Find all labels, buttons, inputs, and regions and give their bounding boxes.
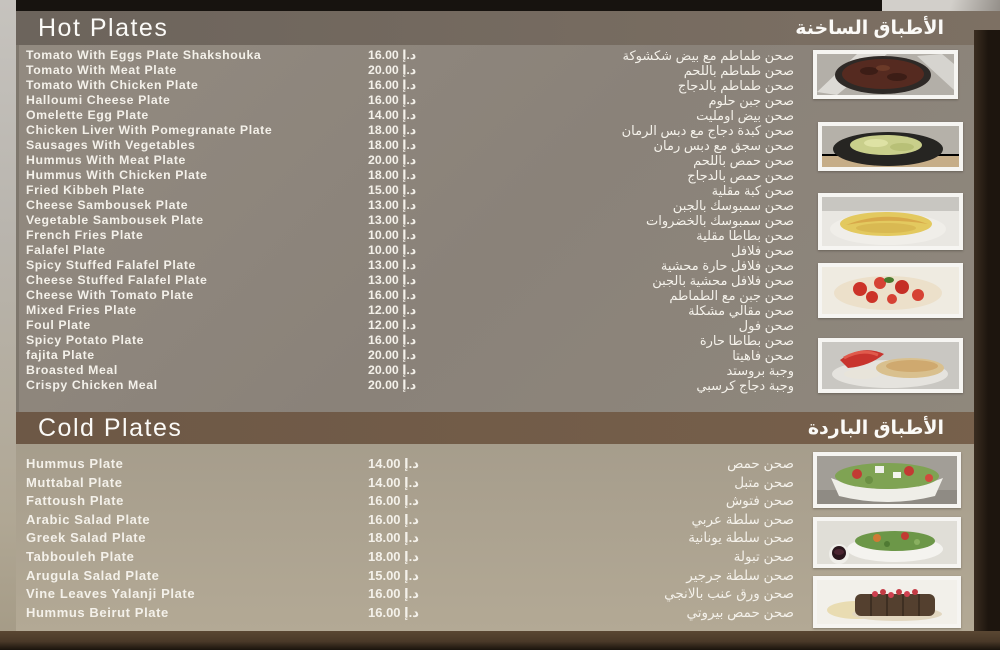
menu-item-row (0, 512, 800, 531)
currency-symbol: د.إ (402, 243, 417, 257)
price-value: 20.00 (368, 378, 399, 392)
price-value: 12.00 (368, 318, 399, 332)
price-value: 20.00 (368, 63, 399, 77)
menu-item-name-ar: صحن سلطة جرجير (686, 567, 794, 583)
currency-symbol: د.إ (402, 228, 417, 242)
menu-item-name-en: Tomato With Meat Plate (26, 63, 177, 77)
menu-item-name-ar: وجبة بروستد (726, 363, 794, 378)
menu-item-price (368, 138, 416, 152)
menu-item-name-en: fajita Plate (26, 348, 95, 362)
menu-item-price (368, 63, 416, 77)
vegetable-pan-photo (818, 122, 963, 171)
menu-item-name-ar: صحن سلطة يونانية (688, 530, 794, 546)
menu-item-name-ar: صحن بطاطا حارة (699, 333, 794, 348)
vine-leaves-photo (813, 576, 961, 628)
menu-item-row (0, 303, 800, 318)
menu-item-name-ar: صحن فتوش (725, 493, 794, 509)
menu-item-name-en: French Fries Plate (26, 228, 144, 242)
menu-item-price (368, 258, 416, 272)
menu-item-name-en: Broasted Meal (26, 363, 118, 377)
menu-item-row (0, 530, 800, 549)
menu-item-price (368, 168, 416, 182)
currency-symbol: د.إ (402, 318, 417, 332)
price-value: 16.00 (368, 333, 399, 347)
menu-item-row (0, 549, 800, 568)
menu-item-name-en: Vegetable Sambousek Plate (26, 213, 204, 227)
cold-plates-header (16, 412, 1000, 444)
menu-item-price (368, 183, 416, 197)
price-value: 15.00 (368, 567, 401, 583)
menu-item-name-en: Tabbouleh Plate (26, 548, 135, 564)
menu-item-name-en: Halloumi Cheese Plate (26, 93, 171, 107)
menu-item-name-ar: صحن طماطم بالدجاج (677, 78, 794, 93)
menu-item-row (0, 605, 800, 624)
menu-item-row (0, 273, 800, 288)
menu-item-row (0, 198, 800, 213)
menu-item-name-en: Cheese Sambousek Plate (26, 198, 189, 212)
currency-symbol: د.إ (402, 198, 417, 212)
price-value: 15.00 (368, 183, 399, 197)
menu-item-name-ar: صحن فلافل حارة محشية (660, 258, 794, 273)
menu-item-name-ar: صحن مقالي مشكلة (688, 303, 794, 318)
price-value: 18.00 (368, 168, 399, 182)
menu-item-name-ar: صحن سلطة عربي (691, 511, 794, 527)
menu-item-name-ar: صحن فاهيتا (732, 348, 794, 363)
menu-item-row (0, 153, 800, 168)
menu-item-price (368, 333, 416, 347)
menu-item-name-en: Hummus With Chicken Plate (26, 168, 208, 182)
cold-plates-title-en: Cold Plates (38, 413, 183, 442)
price-value: 16.00 (368, 78, 399, 92)
price-value: 13.00 (368, 273, 399, 287)
price-value: 18.00 (368, 138, 399, 152)
currency-symbol: د.إ (404, 530, 419, 546)
currency-symbol: د.إ (404, 474, 419, 490)
menu-item-row (0, 93, 800, 108)
menu-item-name-ar: صحن جبن حلوم (708, 93, 794, 108)
menu-item-name-ar: صحن حمص بالدجاج (687, 168, 794, 183)
menu-item-name-en: Spicy Stuffed Falafel Plate (26, 258, 196, 272)
currency-symbol: د.إ (402, 273, 417, 287)
menu-item-name-ar: صحن بيض اومليت (696, 108, 794, 123)
menu-item-row (0, 378, 800, 393)
currency-symbol: د.إ (404, 548, 419, 564)
menu-item-row (0, 138, 800, 153)
currency-symbol: د.إ (402, 63, 417, 77)
price-value: 10.00 (368, 243, 399, 257)
menu-item-price (368, 512, 419, 528)
currency-symbol: د.إ (402, 378, 417, 392)
menu-item-row (0, 333, 800, 348)
menu-item-price (368, 363, 416, 377)
menu-item-row (0, 475, 800, 494)
menu-item-price (368, 303, 416, 317)
shakshouka-pan-photo (813, 50, 958, 99)
menu-item-name-ar: صحن تبولة (733, 548, 794, 564)
price-value: 13.00 (368, 213, 399, 227)
currency-symbol: د.إ (404, 456, 419, 471)
currency-symbol: د.إ (402, 288, 417, 302)
menu-item-name-ar: صحن سجق مع دبس رمان (653, 138, 794, 153)
menu-item-price (368, 493, 419, 509)
menu-item-name-en: Spicy Potato Plate (26, 333, 145, 347)
price-value: 14.00 (368, 474, 401, 490)
menu-item-price (368, 568, 419, 584)
currency-symbol: د.إ (402, 78, 417, 92)
menu-item-price (368, 605, 419, 621)
price-value: 13.00 (368, 198, 399, 212)
currency-symbol: د.إ (402, 108, 417, 122)
menu-item-name-ar: صحن كبة مقلية (711, 183, 794, 198)
price-value: 18.00 (368, 530, 401, 546)
menu-item-price (368, 198, 416, 212)
menu-item-name-en: Mixed Fries Plate (26, 303, 137, 317)
currency-symbol: د.إ (402, 303, 417, 317)
menu-item-name-en: Vine Leaves Yalanji Plate (26, 586, 196, 602)
price-value: 16.00 (368, 493, 401, 509)
menu-item-name-ar: صحن فول (738, 318, 794, 333)
menu-item-name-en: Arugula Salad Plate (26, 567, 160, 583)
currency-symbol: د.إ (402, 348, 417, 362)
menu-item-price (368, 530, 419, 546)
cold-plates-item-list (0, 456, 800, 623)
menu-item-row (0, 213, 800, 228)
currency-symbol: د.إ (404, 511, 419, 527)
menu-item-price (368, 78, 416, 92)
menu-item-row (0, 78, 800, 93)
menu-item-name-en: Crispy Chicken Meal (26, 378, 158, 392)
green-salad-photo (813, 517, 961, 568)
menu-item-name-en: Omelette Egg Plate (26, 108, 149, 122)
price-value: 18.00 (368, 123, 399, 137)
menu-item-row (0, 108, 800, 123)
menu-item-price (368, 348, 416, 362)
menu-item-row (0, 258, 800, 273)
menu-item-row (0, 63, 800, 78)
menu-item-price (368, 456, 419, 472)
menu-item-row (0, 493, 800, 512)
currency-symbol: د.إ (404, 586, 419, 602)
menu-item-row (0, 288, 800, 303)
menu-item-name-ar: صحن فلافل (731, 243, 794, 258)
menu-item-name-en: Hummus Beirut Plate (26, 604, 169, 620)
currency-symbol: د.إ (402, 213, 417, 227)
menu-item-name-ar: صحن سمبوسك بالخضروات (646, 213, 794, 228)
price-value: 14.00 (368, 456, 401, 471)
menu-item-name-en: Fattoush Plate (26, 493, 124, 509)
menu-item-price (368, 549, 419, 565)
menu-item-name-ar: صحن بطاطا مقلية (696, 228, 794, 243)
menu-item-name-ar: صحن سمبوسك بالجبن (672, 198, 794, 213)
menu-item-row (0, 348, 800, 363)
menu-item-name-en: Tomato With Eggs Plate Shakshouka (26, 48, 262, 62)
hot-plates-title-en: Hot Plates (38, 13, 169, 42)
omelette-plate-photo (818, 193, 963, 250)
menu-item-name-ar: صحن حمص بيروتي (686, 604, 794, 620)
currency-symbol: د.إ (402, 123, 417, 137)
menu-item-name-en: Sausages With Vegetables (26, 138, 196, 152)
menu-item-name-ar: صحن جبن مع الطماطم (669, 288, 794, 303)
menu-item-row (0, 586, 800, 605)
currency-symbol: د.إ (402, 363, 417, 377)
currency-symbol: د.إ (402, 153, 417, 167)
menu-item-row (0, 318, 800, 333)
price-value: 18.00 (368, 548, 401, 564)
menu-item-name-en: Tomato With Chicken Plate (26, 78, 199, 92)
menu-item-price (368, 475, 419, 491)
menu-item-price (368, 273, 416, 287)
menu-item-price (368, 153, 416, 167)
currency-symbol: د.إ (402, 258, 417, 272)
menu-item-name-en: Cheese With Tomato Plate (26, 288, 194, 302)
menu-item-row (0, 123, 800, 138)
menu-item-name-ar: صحن طماطم باللحم (683, 63, 794, 78)
menu-item-price (368, 228, 416, 242)
price-value: 16.00 (368, 288, 399, 302)
currency-symbol: د.إ (404, 493, 419, 509)
cold-plates-title-ar: الأطباق الباردة (807, 417, 944, 439)
greek-salad-photo (813, 452, 961, 508)
menu-item-name-ar: وجبة دجاج كرسبي (696, 378, 794, 393)
menu-item-row (0, 456, 800, 475)
menu-item-row (0, 243, 800, 258)
price-value: 16.00 (368, 604, 401, 620)
menu-item-row (0, 228, 800, 243)
menu-item-price (368, 93, 416, 107)
menu-item-name-en: Chicken Liver With Pomegranate Plate (26, 123, 273, 137)
menu-item-name-ar: صحن حمص باللحم (693, 153, 794, 168)
page-top-edge (16, 0, 882, 11)
currency-symbol: د.إ (402, 333, 417, 347)
currency-symbol: د.إ (402, 138, 417, 152)
currency-symbol: د.إ (402, 48, 417, 62)
menu-item-name-en: Muttabal Plate (26, 474, 123, 490)
price-value: 16.00 (368, 586, 401, 602)
menu-item-name-en: Foul Plate (26, 318, 91, 332)
price-value: 12.00 (368, 303, 399, 317)
price-value: 20.00 (368, 348, 399, 362)
menu-item-price (368, 318, 416, 332)
price-value: 20.00 (368, 363, 399, 377)
fajita-plate-photo (818, 338, 963, 393)
menu-item-name-ar: صحن كبدة دجاج مع دبس الرمان (621, 123, 794, 138)
page-right-edge (974, 30, 1000, 650)
menu-item-price (368, 288, 416, 302)
menu-item-name-ar: صحن متبل (734, 474, 794, 490)
menu-item-price (368, 243, 416, 257)
menu-item-name-ar: صحن طماطم مع بيض شكشوكة (622, 48, 794, 63)
page-bottom-edge (0, 631, 1000, 650)
menu-item-price (368, 123, 416, 137)
cheese-tomato-plate-photo (818, 263, 963, 318)
menu-item-name-en: Falafel Plate (26, 243, 106, 257)
menu-item-row (0, 568, 800, 587)
price-value: 20.00 (368, 153, 399, 167)
menu-item-name-ar: صحن ورق عنب بالانجي (664, 586, 794, 602)
menu-item-name-en: Hummus With Meat Plate (26, 153, 186, 167)
currency-symbol: د.إ (402, 183, 417, 197)
price-value: 13.00 (368, 258, 399, 272)
menu-item-price (368, 48, 416, 62)
menu-item-row (0, 183, 800, 198)
currency-symbol: د.إ (404, 567, 419, 583)
currency-symbol: د.إ (402, 168, 417, 182)
menu-item-name-en: Arabic Salad Plate (26, 511, 151, 527)
menu-item-row (0, 363, 800, 378)
hot-plates-header (16, 11, 1000, 45)
price-value: 14.00 (368, 108, 399, 122)
menu-item-name-en: Fried Kibbeh Plate (26, 183, 145, 197)
price-value: 16.00 (368, 511, 401, 527)
price-value: 16.00 (368, 93, 399, 107)
menu-item-name-ar: صحن حمص (727, 456, 794, 471)
hot-plates-item-list (0, 48, 800, 393)
currency-symbol: د.إ (402, 93, 417, 107)
menu-item-name-ar: صحن فلافل محشية بالجبن (652, 273, 794, 288)
price-value: 16.00 (368, 48, 399, 62)
menu-item-price (368, 108, 416, 122)
currency-symbol: د.إ (404, 604, 419, 620)
menu-item-row (0, 48, 800, 63)
menu-item-name-en: Hummus Plate (26, 456, 124, 471)
menu-item-price (368, 213, 416, 227)
menu-item-name-en: Greek Salad Plate (26, 530, 147, 546)
menu-item-row (0, 168, 800, 183)
hot-plates-title-ar: الأطباق الساخنة (795, 17, 944, 39)
menu-item-price (368, 378, 416, 392)
price-value: 10.00 (368, 228, 399, 242)
menu-item-price (368, 586, 419, 602)
menu-item-name-en: Cheese Stuffed Falafel Plate (26, 273, 208, 287)
